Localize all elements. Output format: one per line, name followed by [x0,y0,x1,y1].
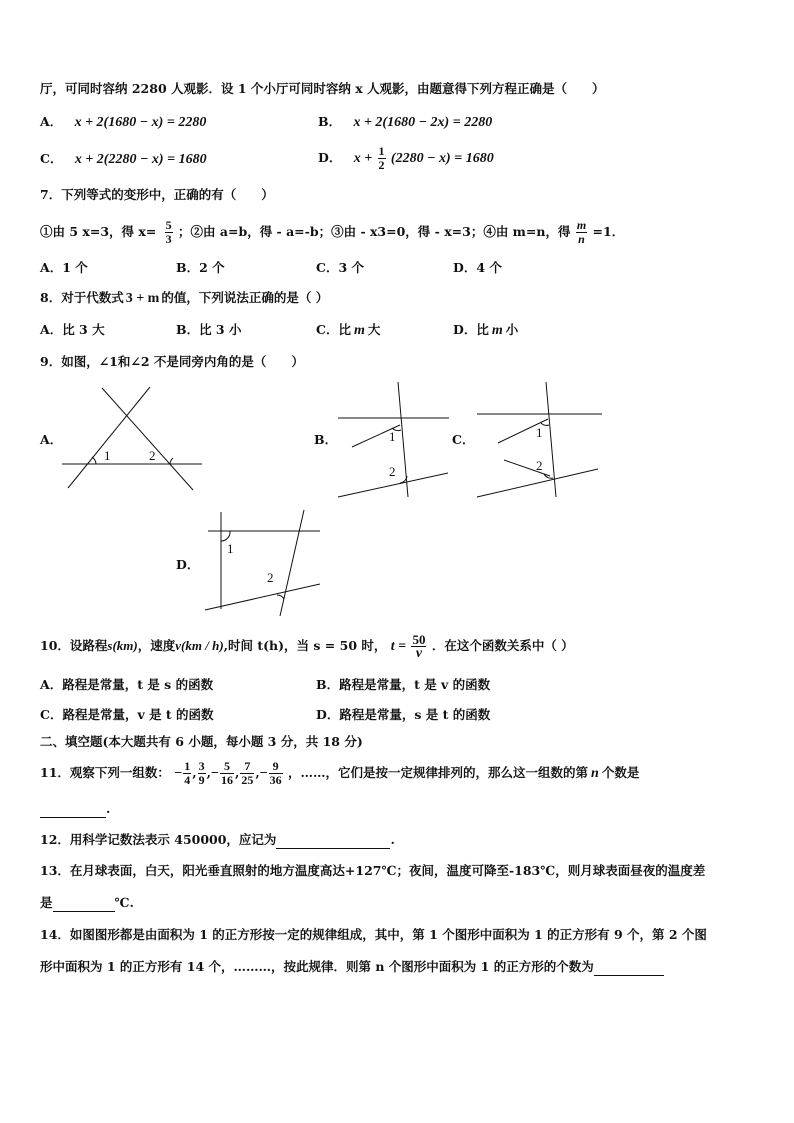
answer-blank[interactable] [40,803,106,818]
frac-den: 36 [269,773,282,787]
q7-part1: ①由 5 x=3，得 x= [40,224,157,239]
frac-num: 5 [220,760,234,774]
q12-pre: 12．用科学记数法表示 450000，应记为 [40,832,277,847]
q13-line2 [40,894,134,912]
q10-stem-a: 10．设路程 [40,638,108,653]
q8-stem-post: 的值，下列说法正确的是（ ） [161,290,329,305]
q13-line1: 13．在月球表面，白天，阳光垂直照射的地方温度高达+127℃；夜间，温度可降至-183℃，则月球表面昼夜的温度差 [40,863,706,878]
q11-var: n [591,766,599,781]
q10-option-c[interactable]: C．路程是常量，v 是 t 的函数 [40,707,214,722]
seq-fraction [269,760,283,787]
answer-blank[interactable] [594,961,664,976]
seq-comma: , [206,765,211,780]
option-var: m [491,323,503,338]
q11-answer[interactable] [40,800,110,818]
q13-end: ℃. [114,895,134,910]
seq-comma: , [255,765,260,780]
fig-d-angle1: 1 [227,541,234,556]
frac-den: 2 [378,158,385,172]
fig-b-angle2: 2 [389,464,396,479]
frac-num: 3 [198,759,205,773]
option-label: C． [40,151,63,166]
seq-fraction [183,760,191,787]
frac-num: 1 [378,144,385,158]
q10-stem-b: ，速度 [137,638,176,653]
q7-option-b[interactable]: B．2 个 [176,260,225,275]
q11-stem [40,754,639,793]
q6-stem: 厅，可同时容纳 2280 人观影．设 1 个小厅可同时容纳 x 人观影，由题意得下列方程正确是（ ） [40,81,605,96]
q9-option-d[interactable]: D． [176,557,200,572]
option-post: 大 [367,322,381,337]
option-label: B． [318,114,342,129]
option-label: A． [40,114,63,129]
option-expr: x + 2(2280 − x) = 1680 [74,152,207,167]
q14-text: 形中面积为 1 的正方形有 14 个，………，按此规律．则第 n 个图形中面积为 1 的正方形的个数为 [40,959,594,974]
q10-t-eq: t = [390,639,407,654]
frac-den: 3 [165,232,172,246]
q7-part2: ；②由 a=b，得 - a=-b；③由 - x3=0，得 - x=3；④由 m=n，得 [178,224,571,239]
fig-a-angle1: 1 [104,448,111,463]
answer-blank[interactable] [276,834,390,849]
q9-option-b[interactable]: B． [314,432,338,447]
q8-expr: 3 + m [125,291,160,306]
frac-den: n [578,232,585,246]
section-heading: 二、填空题(本大题共有 6 小题，每小题 3 分，共 18 分) [40,734,363,749]
seq-fraction [220,760,234,787]
seq-sign: − [210,766,219,781]
seq-sign: − [259,766,268,781]
q14-line2 [40,958,664,976]
q10-stem [40,628,574,665]
q9-option-c[interactable]: C． [452,432,475,447]
figure-a [62,387,202,490]
q9-option-a[interactable]: A． [40,432,63,447]
q12-end: . [390,832,395,847]
frac-num: 9 [269,760,283,774]
option-expr: x + 2(1680 − x) = 2280 [74,115,207,130]
option-label: D． [318,150,342,165]
frac-num: 50 [412,632,426,647]
q7-option-d[interactable]: D．4 个 [453,260,502,275]
q11-post2: 个数是 [601,765,640,780]
q10-option-d[interactable]: D．路程是常量，s 是 t 的函数 [316,707,491,722]
q11-post: ，……，它们是按一定规律排列的，那么这一组数的第 [288,765,589,780]
q13-pre: 是 [40,895,53,910]
fig-c-angle1: 1 [536,425,543,440]
q12-stem [40,831,395,849]
q10-option-a[interactable]: A．路程是常量，t 是 s 的函数 [40,677,214,692]
q11-end: . [106,801,111,816]
q8-option-a[interactable]: A．比 3 大 [40,322,105,337]
seq-sign: − [174,766,183,781]
seq-fraction [198,760,206,787]
q14-line1: 14．如图图形都是由面积为 1 的正方形按一定的规律组成，其中，第 1 个图形中面积为 1 的正方形有 9 个，第 2 个图 [40,927,707,942]
frac-num: 1 [184,759,191,773]
seq-fraction [240,760,254,787]
q7-stem: 7．下列等式的变形中，正确的有（ ） [40,187,274,202]
seq-comma: , [192,765,197,780]
option-pre: C．比 [316,322,351,337]
q9-stem: 9．如图，∠1和∠2 不是同旁内角的是（ ） [40,354,304,369]
q10-stem-c: ,时间 t(h)，当 s = 50 时， [223,638,387,653]
frac-den: 16 [220,773,233,787]
fig-d-angle2: 2 [267,570,274,585]
q11-pre: 11．观察下列一组数： [40,765,170,780]
seq-comma: , [234,765,240,780]
frac-den: 25 [241,773,254,787]
option-var: m [353,323,365,338]
q10-option-b[interactable]: B．路程是常量，t 是 v 的函数 [316,677,491,692]
q10-stem-d: ．在这个函数关系中（ ） [431,638,574,653]
frac-den: v [415,646,423,661]
q7-option-a[interactable]: A．1 个 [40,260,88,275]
frac-num: m [576,218,587,232]
fig-c-angle2: 2 [536,458,543,473]
answer-blank[interactable] [53,897,115,912]
frac-num: 7 [240,760,254,774]
q8-stem-pre: 8．对于代数式 [40,290,124,305]
q11-sequence [174,759,283,787]
q10-s-unit: s(km) [107,638,138,653]
option-expr-pre: x + [353,151,373,166]
frac-num: 5 [165,218,172,232]
option-pre: D．比 [453,322,489,337]
frac-den: 4 [184,773,191,787]
fig-a-angle2: 2 [149,448,156,463]
option-post: 小 [505,322,519,337]
option-expr: x + 2(1680 − 2x) = 2280 [353,115,493,130]
q7-part3: =1． [592,224,625,239]
fig-b-angle1: 1 [389,429,396,444]
q10-v-unit: v(km / h) [175,638,224,653]
option-expr-post: (2280 − x) = 1680 [390,151,494,166]
q7-option-c[interactable]: C．3 个 [316,260,364,275]
figure-d [205,510,320,616]
q8-option-b[interactable]: B．比 3 小 [176,322,242,337]
frac-den: 9 [198,773,205,787]
